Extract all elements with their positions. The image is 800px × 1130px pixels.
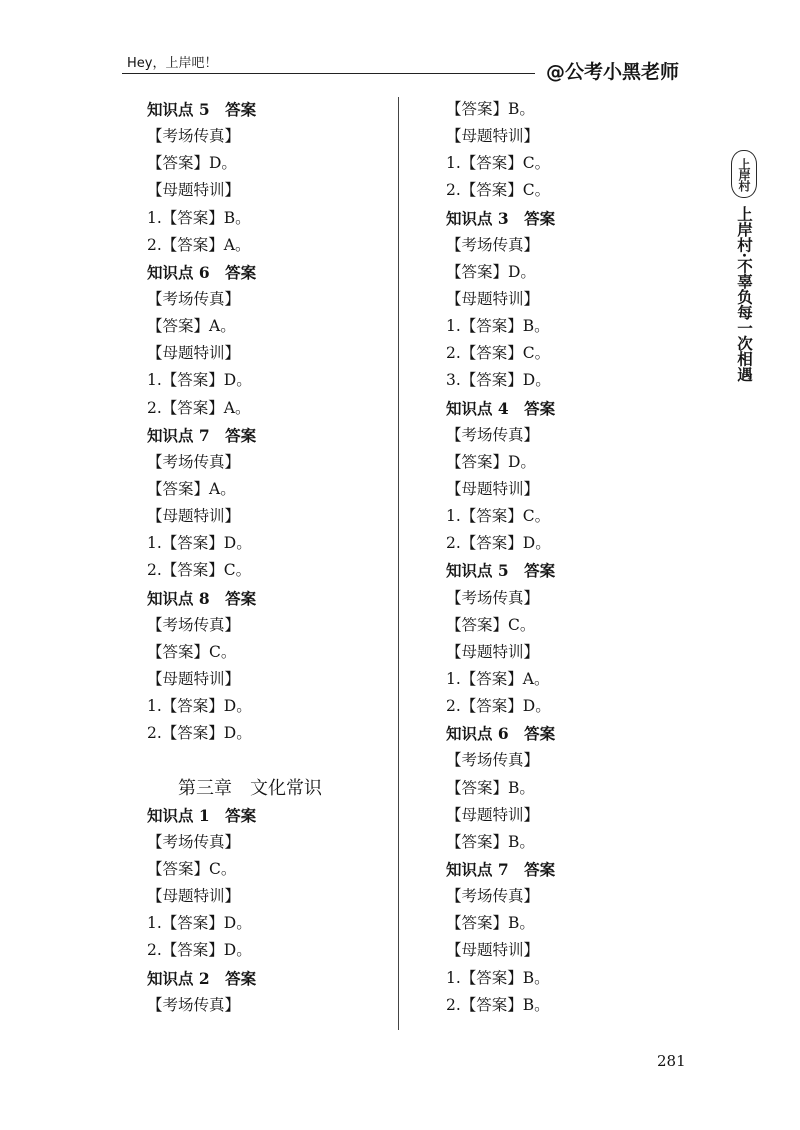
seal-logo <box>731 150 757 198</box>
answer-line: 【答案】C。 <box>147 642 237 661</box>
answer-line: 2.【答案】C。 <box>446 344 551 363</box>
answer-line: 1.【答案】A。 <box>446 669 550 688</box>
answer-line: 2.【答案】C。 <box>446 181 551 200</box>
answer-line: 1.【答案】D。 <box>147 371 252 390</box>
topic-heading: 知识点 2 答案 <box>147 968 257 988</box>
answer-line: 【母题特训】 <box>147 181 241 200</box>
answer-line: 【考场传真】 <box>446 751 540 770</box>
answer-line: 【考场传真】 <box>147 452 241 471</box>
page-number: 281 <box>657 1052 686 1070</box>
answer-line: 1.【答案】C。 <box>446 507 551 526</box>
answer-line: 【答案】D。 <box>446 262 536 281</box>
answer-line: 1.【答案】B。 <box>446 968 550 987</box>
answer-line: 1.【答案】D。 <box>147 914 252 933</box>
topic-heading: 知识点 7 答案 <box>446 859 556 879</box>
answer-line: 1.【答案】D。 <box>147 697 252 716</box>
answer-line: 【母题特训】 <box>147 344 241 363</box>
answer-line: 【答案】A。 <box>147 479 236 498</box>
answer-line: 【母题特训】 <box>446 479 540 498</box>
answer-line: 【考场传真】 <box>446 887 540 906</box>
answer-line: 2.【答案】B。 <box>446 995 550 1014</box>
side-motto: 上岸村·不辜负每一次相遇 <box>735 206 754 382</box>
answer-line: 【答案】B。 <box>446 778 535 797</box>
answer-line: 2.【答案】D。 <box>147 941 252 960</box>
answer-line: 2.【答案】C。 <box>147 561 252 580</box>
answer-line: 【母题特训】 <box>446 642 540 661</box>
topic-heading: 知识点 4 答案 <box>446 398 556 418</box>
answer-line: 【考场传真】 <box>147 289 241 308</box>
answer-line: 【母题特训】 <box>446 127 540 146</box>
answer-line: 【考场传真】 <box>147 832 241 851</box>
seal-text: 上岸村 <box>737 157 751 191</box>
answer-line: 1.【答案】B。 <box>147 208 251 227</box>
answer-line: 2.【答案】D。 <box>446 697 551 716</box>
answer-line: 【答案】D。 <box>147 154 237 173</box>
answer-line: 3.【答案】D。 <box>446 371 551 390</box>
topic-heading: 知识点 3 答案 <box>446 208 556 228</box>
header-tagline: Hey，上岸吧！ <box>127 56 218 71</box>
topic-heading: 知识点 8 答案 <box>147 588 257 608</box>
header-rule <box>122 73 535 74</box>
answer-line: 1.【答案】D。 <box>147 534 252 553</box>
answer-line: 【答案】A。 <box>147 317 236 336</box>
column-divider <box>398 97 399 1030</box>
topic-heading: 知识点 6 答案 <box>446 724 556 744</box>
answer-line: 2.【答案】D。 <box>147 724 252 743</box>
header-author: @公考小黑老师 <box>546 61 680 83</box>
answer-line: 1.【答案】B。 <box>446 317 550 336</box>
answer-line: 【答案】B。 <box>446 914 535 933</box>
answer-line: 2.【答案】A。 <box>147 235 251 254</box>
right-column <box>446 96 686 1019</box>
topic-heading: 知识点 5 答案 <box>446 561 556 581</box>
answer-line: 【母题特训】 <box>446 941 540 960</box>
answer-line: 【答案】D。 <box>446 452 536 471</box>
answer-line: 2.【答案】D。 <box>446 534 551 553</box>
answer-line: 2.【答案】A。 <box>147 398 251 417</box>
answer-line: 【母题特训】 <box>446 289 540 308</box>
chapter-title: 第三章 文化常识 <box>178 777 322 799</box>
answer-line: 【答案】B。 <box>446 832 535 851</box>
answer-line: 【考场传真】 <box>446 425 540 444</box>
answer-line: 【母题特训】 <box>147 669 241 688</box>
answer-line: 【考场传真】 <box>147 615 241 634</box>
answer-line: 【考场传真】 <box>446 588 540 607</box>
answer-line: 【考场传真】 <box>446 235 540 254</box>
topic-heading: 知识点 7 答案 <box>147 425 257 445</box>
answer-line: 【考场传真】 <box>147 995 241 1014</box>
answer-line: 【母题特训】 <box>446 805 540 824</box>
answer-line: 【答案】C。 <box>147 859 237 878</box>
topic-heading: 知识点 1 答案 <box>147 805 257 825</box>
answer-line: 【考场传真】 <box>147 127 241 146</box>
left-column <box>147 96 387 1019</box>
answer-line: 【答案】B。 <box>446 100 535 118</box>
answer-line: 【母题特训】 <box>147 887 241 906</box>
answer-line: 【答案】C。 <box>446 615 536 634</box>
topic-heading: 知识点 5 答案 <box>147 100 257 119</box>
answer-line: 【母题特训】 <box>147 507 241 526</box>
answer-line: 1.【答案】C。 <box>446 154 551 173</box>
topic-heading: 知识点 6 答案 <box>147 262 257 282</box>
